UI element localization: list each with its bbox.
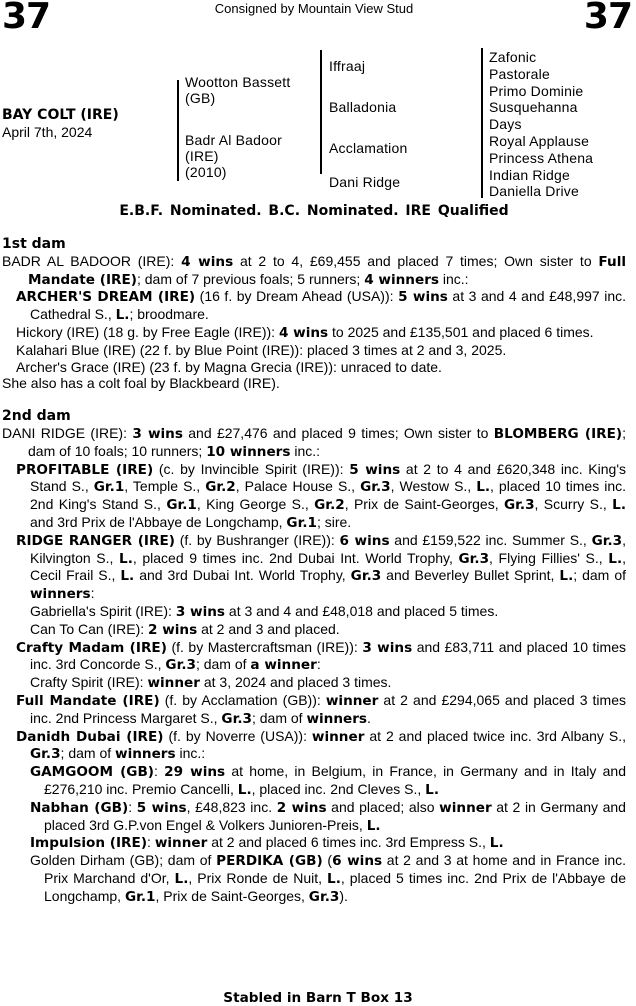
produce-entry: PROFITABLE (IRE) (c. by Invincible Spirit (IRE)): 5 wins at 2 to 4 and £620,348 inc. King's Stand S., Gr.1, Temple S., Gr.2, Palace House S., Gr.3, Westow S., L., placed 10 times inc. 2nd King's Stand S., Gr.1, King George S., Gr.2, Prix de Saint-Georges, Gr.3, Scurry S., L. and 3rd Prix de l'Abbaye de Longchamp, Gr.1; sire. <box>16 460 627 531</box>
pedigree-gen4-name: Daniella Drive <box>489 183 579 200</box>
pedigree-gen4-name: Royal Applause <box>489 132 590 149</box>
bracket-gen3 <box>481 48 483 198</box>
pedigree-sire <box>185 74 290 106</box>
grandproduce-entry: Nabhan (GB): 5 wins, £48,823 inc. 2 wins and placed; also winner at 2 in Germany and placed 3rd G.P.von Engel & Volkers Junioren-Preis, L. <box>30 798 626 834</box>
pedigree-sire-country: (GB) <box>185 90 216 106</box>
bracket-gen2 <box>320 50 322 174</box>
produce-entry: Crafty Madam (IRE) (f. by Mastercraftsman (IRE)): 3 wins and £83,711 and placed 10 times inc. 3rd Concorde S., Gr.3; dam of a winner: <box>16 638 626 674</box>
pedigree-gen4-name: Primo Dominie <box>489 82 584 99</box>
grandproduce-entry: Gabriella's Spirit (IRE): 3 wins at 3 and 4 and £48,018 and placed 5 times. <box>30 602 499 620</box>
nominations-line: E.B.F. Nominated. B.C. Nominated. IRE Qualified <box>119 203 509 219</box>
pedigree-gen4-name: Days <box>489 116 522 133</box>
dam-entry: BADR AL BADOOR (IRE): 4 wins at 2 to 4, £69,455 and placed 7 times; Own sister to Full Mandate (IRE); dam of 7 previous foals; 5 runners; 4 winners inc.: <box>2 252 627 288</box>
pedigree-gen4 <box>489 49 593 200</box>
dam-entry: DANI RIDGE (IRE): 3 wins and £27,476 and placed 9 times; Own sister to BLOMBERG (IRE); dam of 10 foals; 10 runners; 10 winners inc.: <box>2 424 626 460</box>
pedigree-gen4-name: Princess Athena <box>489 149 594 166</box>
lot-number-left: 37 <box>2 0 51 37</box>
grandproduce-entry: GAMGOOM (GB): 29 wins at home, in Belgium, in France, in Germany and in Italy and £276,210 inc. Premio Cancelli, L., placed inc. 2nd Cleves S., L. <box>30 763 626 798</box>
produce-entry: Archer's Grace (IRE) (23 f. by Magna Grecia (IRE)): unraced to date. <box>16 358 442 375</box>
grandproduce-entry: Golden Dirham (GB); dam of PERDIKA (GB) (6 wins at 2 and 3 at home and in France inc. Prix Marchand d'Or, L., Prix Ronde de Nuit, L., placed 5 times inc. 2nd Prix de l'Abbaye de Longchamp, Gr.1, Prix de Saint-Georges, Gr.3). <box>30 852 627 905</box>
pedigree-sire-dam: Balladonia <box>329 99 397 115</box>
section-heading: 2nd dam <box>2 408 71 425</box>
produce-entry: Full Mandate (IRE) (f. by Acclamation (GB)): winner at 2 and £294,065 and placed 3 times inc. 2nd Princess Margaret S., Gr.3; dam of winners. <box>16 691 626 727</box>
stabling-footer: Stabled in Barn T Box 13 <box>223 990 413 1006</box>
produce-entry: Hickory (IRE) (18 g. by Free Eagle (IRE)): 4 wins to 2025 and £135,501 and placed 6 times. <box>16 323 594 341</box>
note-entry: She also has a colt foal by Blackbeard (IRE). <box>2 375 280 392</box>
pedigree-dam-name: Badr Al Badoor <box>185 132 282 148</box>
consignor: Consigned by Mountain View Stud <box>214 1 414 16</box>
pedigree-sire-name: Wootton Bassett <box>185 74 291 90</box>
grandproduce-entry: Can To Can (IRE): 2 wins at 2 and 3 and placed. <box>30 620 340 638</box>
produce-entry: Danidh Dubai (IRE) (f. by Noverre (USA)): winner at 2 and placed twice inc. 3rd Albany S., Gr.3; dam of winners inc.: <box>16 727 626 763</box>
grandproduce-entry: Impulsion (IRE): winner at 2 and placed 6 times inc. 3rd Empress S., L. <box>30 834 504 852</box>
pedigree-gen4-name: Pastorale <box>489 65 550 82</box>
pedigree-dam <box>185 132 282 180</box>
pedigree-dam-dam: Dani Ridge <box>329 174 401 190</box>
produce-entry: ARCHER'S DREAM (IRE) (16 f. by Dream Ahead (USA)): 5 wins at 3 and 4 and £48,997 inc. Cathedral S., L.; broodmare. <box>16 288 626 324</box>
pedigree-sire-sire: Iffraaj <box>329 58 366 74</box>
lot-number-right: 37 <box>583 0 632 37</box>
pedigree-dam-sire: Acclamation <box>329 140 408 156</box>
pedigree-dam-year: (2010) <box>185 164 227 180</box>
pedigree-gen4-name: Indian Ridge <box>489 166 571 183</box>
grandproduce-entry: Crafty Spirit (IRE): winner at 3, 2024 and placed 3 times. <box>30 674 392 692</box>
pedigree-gen4-name: Susquehanna <box>489 99 578 116</box>
pedigree-gen4-name: Zafonic <box>489 49 537 65</box>
produce-entry: RIDGE RANGER (IRE) (f. by Bushranger (IRE)): 6 wins and £159,522 inc. Summer S., Gr.3, Kilvington S., L., placed 9 times inc. 2nd Dubai Int. World Trophy, Gr.3, Flying Fillies' S., L., Cecil Frail S., L. and 3rd Dubai Int. World Trophy, Gr.3 and Beverley Bullet Sprint, L.; dam of winners: <box>16 531 627 603</box>
pedigree-dam-country: (IRE) <box>185 148 219 164</box>
first-dam-section <box>2 236 626 905</box>
section-heading: 1st dam <box>2 236 66 252</box>
horse-name: BAY COLT (IRE) <box>2 107 119 123</box>
horse-foaling-date: April 7th, 2024 <box>2 124 93 140</box>
bracket-gen1 <box>177 80 179 181</box>
produce-entry: Kalahari Blue (IRE) (22 f. by Blue Point (IRE)): placed 3 times at 2 and 3, 2025. <box>16 341 507 358</box>
